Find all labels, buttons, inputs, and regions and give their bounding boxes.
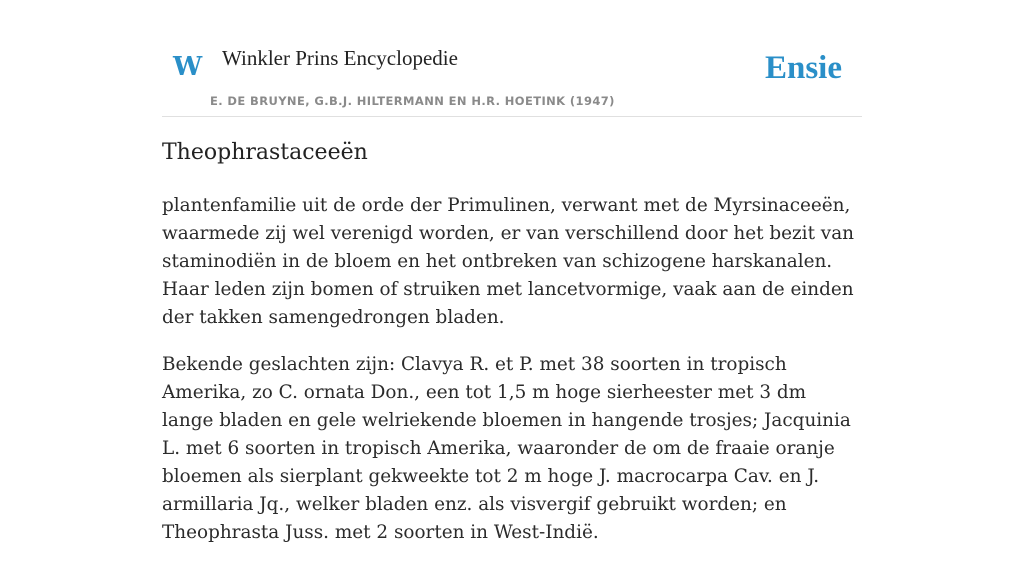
article-paragraph: plantenfamilie uit de orde der Primulinen, verwant met de Myrsinaceeën, waarmede zij wel verenigd worden, er van verschillend door het bezit van staminodiën in de bloem en het ontbreken van schizogene harskanalen. Haar leden zijn bomen of struiken met lancetvormige, vaak aan de einden der takken samengedrongen bladen. [162,195,855,328]
article-body [162,192,862,566]
article-paragraph: Bekende geslachten zijn: Clavya R. et P. met 38 soorten in tropisch Amerika, zo C. ornata Don., een tot 1,5 m hoge sierheester met 3 dm lange bladen en gele welriekende bloemen in hangende trosjes; Jacquinia L. met 6 soorten in tropisch Amerika, waaronder de om de fraaie oranje bloemen als sierplant gekweekte tot 2 m hoge J. macrocarpa Cav. en J. armillaria Jq., welker bladen enz. als visvergif gebruikt worden; en Theophrasta Juss. met 2 soorten in West-Indië. [162,354,851,543]
page-title: Theophrastaceeën [162,140,368,165]
site-header [162,40,862,117]
edition-authors: E. DE BRUYNE, G.B.J. HILTERMANN EN H.R. HOETINK (1947) [210,94,615,108]
ensie-logo[interactable]: Ensie [764,50,842,86]
site-title[interactable]: Winkler Prins Encyclopedie [222,46,458,70]
winkler-prins-logo[interactable]: W [173,52,203,82]
